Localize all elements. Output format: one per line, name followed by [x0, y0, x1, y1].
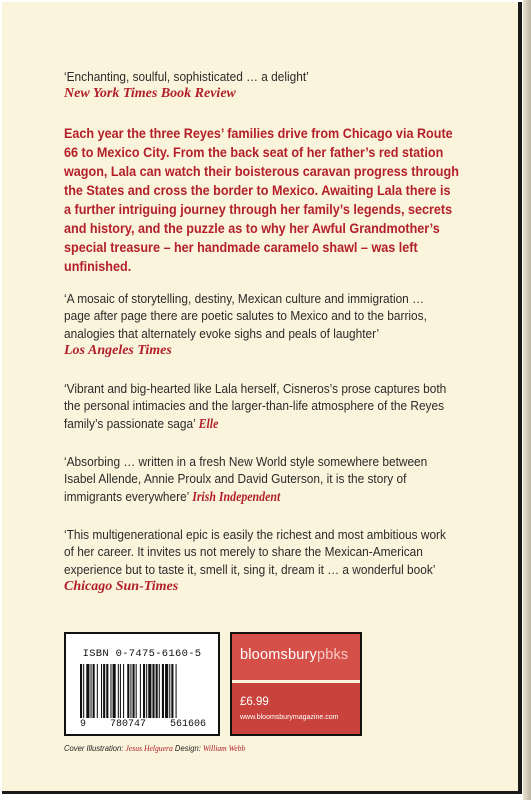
quote-line: experience but to taste it, smell it, sing it, dream it … a wonderful book’: [64, 561, 436, 577]
design-label: Design:: [174, 743, 201, 753]
synopsis-line: unfinished.: [64, 258, 132, 274]
ean-digit-group: 9: [79, 719, 86, 730]
publisher-logo-area: [232, 634, 360, 680]
barcode-bar: [162, 664, 164, 718]
synopsis-line: Each year the three Reyes’ families drive from Chicago via Route: [64, 125, 453, 141]
barcode-bar: [118, 664, 119, 718]
barcode-bar: [133, 664, 135, 718]
quote-irish-independent: [64, 453, 531, 505]
synopsis-line: wagon, Lala can watch their boisterous caravan progress through: [64, 163, 459, 179]
synopsis-line: the States and cross the border to Mexico. Awaiting Lala there is: [64, 182, 451, 198]
quote-text: immigrants everywhere’: [64, 488, 189, 504]
quote-la-times: [64, 290, 531, 360]
quote-text: ‘Enchanting, soulful, sophisticated … a delight’: [64, 69, 309, 84]
barcode-bar: [165, 664, 168, 718]
publisher-info-area: [232, 683, 360, 734]
quote-line-last: [64, 488, 494, 505]
quote-line: of her career. It invites us not merely to share the Mexican-American: [64, 544, 423, 560]
cover-illustration-label: Cover Illustration:: [64, 743, 124, 753]
cover-credits: [64, 743, 245, 753]
price: £6.99: [240, 696, 269, 708]
barcode-bar: [130, 664, 131, 718]
barcode-bar: [91, 664, 92, 718]
publisher-name: bloomsbury: [240, 647, 317, 663]
barcode-bar: [148, 664, 151, 718]
quote-line: Isabel Allende, Annie Proulx and David Guterson, it is the story of: [64, 471, 407, 487]
book-back-cover: [2, 2, 522, 794]
quote-nyt: [64, 68, 531, 103]
publisher-website: www.bloomsburymagazine.com: [240, 714, 339, 721]
quote-line: ‘Vibrant and big-hearted like Lala herself, Cisneros’s prose captures both: [64, 381, 447, 396]
cover-edge-shadow: [523, 0, 531, 800]
barcode-bar: [156, 664, 158, 718]
barcode-bar: [83, 664, 84, 718]
synopsis-line: special treasure – her handmade caramelo shawl – was left: [64, 239, 418, 255]
barcode-bar: [152, 664, 154, 718]
quote-line-last: [64, 415, 494, 432]
barcode-bar: [127, 664, 129, 718]
barcode-bar: [123, 664, 124, 718]
barcode-bar: [146, 664, 147, 718]
ean-digit-group: 561606: [169, 719, 206, 730]
barcode-bars: [78, 664, 208, 718]
quote-source: Los Angeles Times: [64, 343, 172, 359]
isbn-number: ISBN 0-7475-6160-5: [82, 648, 202, 660]
barcode-bar: [80, 664, 82, 718]
barcode-bar: [93, 664, 95, 718]
synopsis-line: and history, and the puzzle as to why her Awful Grandmother’s: [64, 220, 440, 236]
synopsis: [64, 124, 531, 276]
barcode-bar: [176, 664, 177, 718]
quote-source: New York Times Book Review: [64, 86, 236, 102]
isbn-barcode: [64, 632, 220, 736]
ean-digit-group: 780747: [109, 719, 146, 730]
quote-line: ‘A mosaic of storytelling, destiny, Mexican culture and immigration …: [64, 291, 424, 306]
barcode-bar: [86, 664, 89, 718]
barcode-bar: [143, 664, 145, 718]
quote-elle: [64, 380, 531, 432]
barcode-bar: [97, 664, 98, 718]
quote-line: ‘Absorbing … written in a fresh New World style somewhere between: [64, 454, 428, 469]
barcode-bar: [169, 664, 170, 718]
designer: William Webb: [202, 744, 246, 753]
ean-digits: [68, 719, 218, 730]
barcode-bar: [120, 664, 121, 718]
barcode-bar: [110, 664, 111, 718]
synopsis-line: 66 to Mexico City. From the back seat of her father’s red station: [64, 144, 444, 160]
barcode-bar: [106, 664, 108, 718]
quote-line: the personal intimacies and the larger-than-life atmosphere of the Reyes: [64, 398, 445, 414]
quote-line: page after page there are poetic salutes to Mexico and to the barrios,: [64, 308, 427, 324]
quote-line: analogies that alternately evoke sighs and peals of laughter’: [64, 325, 380, 341]
quote-text: family’s passionate saga’: [64, 415, 196, 431]
barcode-bar: [171, 664, 173, 718]
publisher-imprint: pbks: [316, 647, 349, 663]
quote-source: Elle: [198, 415, 219, 431]
publisher-panel: [230, 632, 362, 736]
barcode-bar: [103, 664, 105, 718]
barcode-bar: [140, 664, 141, 718]
publisher-logo: [240, 647, 348, 663]
barcode-bar: [113, 664, 116, 718]
quote-source: Chicago Sun-Times: [64, 579, 179, 595]
barcode-bar: [136, 664, 137, 718]
quote-source: Irish Independent: [192, 488, 281, 504]
cover-illustrator: Jesus Helguera: [125, 744, 173, 753]
quote-chicago-sun-times: [64, 526, 531, 596]
quote-line: ‘This multigenerational epic is easily the richest and most ambitious work: [64, 527, 446, 542]
barcode-bar: [101, 664, 102, 718]
barcode-bar: [159, 664, 160, 718]
synopsis-line: a further intriguing journey through her family’s legends, secrets: [64, 201, 453, 217]
